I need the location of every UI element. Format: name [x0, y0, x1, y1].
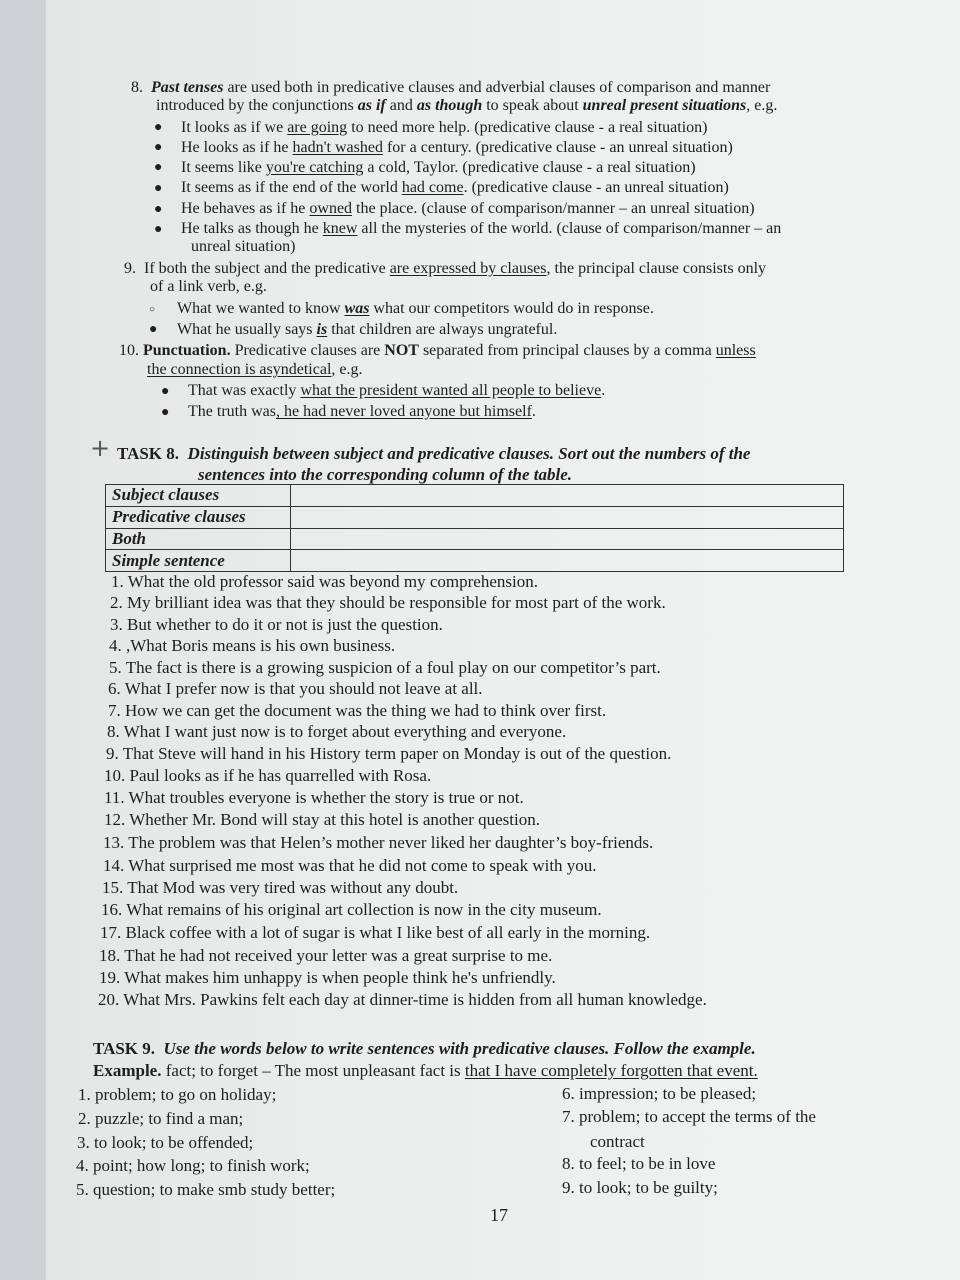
- word-prompt-item: 7. problem; to accept the terms of the: [562, 1107, 816, 1126]
- bullet-icon: ●: [154, 120, 163, 135]
- sentence-list-item: 1. What the old professor said was beyond my comprehension.: [111, 572, 538, 591]
- word-prompt-item: 1. problem; to go on holiday;: [78, 1085, 277, 1104]
- bullet-icon: ●: [154, 202, 163, 217]
- rule-8-example-continued: unreal situation): [191, 238, 296, 255]
- answer-cell[interactable]: [291, 550, 844, 572]
- sentence-list-item: 20. What Mrs. Pawkins felt each day at dinner-time is hidden from all human knowledge.: [98, 990, 707, 1009]
- rule-8-line-2: introduced by the conjunctions as if and as though to speak about unreal present situations, e.g.: [156, 97, 778, 114]
- word-prompt-item: 8. to feel; to be in love: [562, 1154, 716, 1173]
- rule-10-example: That was exactly what the president wanted all people to believe.: [188, 382, 606, 399]
- task-9-example: Example. fact; to forget – The most unpleasant fact is that I have completely forgotten that event.: [93, 1061, 758, 1080]
- word-prompt-item: 6. impression; to be pleased;: [562, 1084, 757, 1103]
- answer-cell[interactable]: [291, 506, 844, 528]
- answer-cell[interactable]: [291, 528, 844, 550]
- rule-8-example: He behaves as if he owned the place. (clause of comparison/manner – an unreal situation): [181, 200, 755, 217]
- sentence-list-item: 8. What I want just now is to forget about everything and everyone.: [107, 722, 567, 741]
- rule-9-example: What we wanted to know was what our competitors would do in response.: [177, 300, 654, 317]
- sentence-list-item: 7. How we can get the document was the thing we had to think over first.: [108, 701, 607, 720]
- table-row-label: Both: [106, 528, 291, 550]
- sentence-list-item: 2. My brilliant idea was that they should be responsible for most part of the work.: [110, 593, 666, 612]
- word-prompt-item: 2. puzzle; to find a man;: [78, 1109, 244, 1128]
- table-row: [106, 506, 844, 528]
- rule-9-line-1: 9. If both the subject and the predicative are expressed by clauses, the principal clause consists only: [124, 260, 767, 277]
- rule-9-line-2: of a link verb, e.g.: [150, 278, 267, 295]
- word-prompt-item-continued: contract: [590, 1132, 645, 1151]
- task-9-heading: TASK 9. Use the words below to write sentences with predicative clauses. Follow the example.: [93, 1039, 756, 1058]
- rule-8-example: It seems as if the end of the world had come. (predicative clause - an unreal situation): [181, 179, 729, 196]
- word-prompt-item: 3. to look; to be offended;: [77, 1133, 254, 1152]
- bullet-icon: ●: [161, 405, 170, 420]
- sentence-list-item: 13. The problem was that Helen’s mother never liked her daughter’s boy-friends.: [103, 833, 654, 852]
- table-row: [106, 485, 844, 507]
- sentence-list-item: 12. Whether Mr. Bond will stay at this hotel is another question.: [104, 810, 540, 829]
- word-prompt-item: 9. to look; to be guilty;: [562, 1178, 718, 1197]
- table-row: [106, 528, 844, 550]
- rule-10-line-1: 10. Punctuation. Predicative clauses are NOT separated from principal clauses by a comma unless: [119, 342, 756, 359]
- sentence-list-item: 16. What remains of his original art collection is now in the city museum.: [101, 900, 602, 919]
- bullet-icon: ●: [154, 181, 163, 196]
- bullet-icon: ○: [149, 304, 156, 315]
- bullet-icon: ●: [154, 160, 163, 175]
- sentence-list-item: 19. What makes him unhappy is when people think he's unfriendly.: [99, 968, 556, 987]
- table-row: [106, 550, 844, 572]
- rule-10-example: The truth was, he had never loved anyone but himself.: [188, 403, 536, 420]
- sentence-list-item: 18. That he had not received your letter was a great surprise to me.: [99, 946, 553, 965]
- rule-9-example: What he usually says is that children are always ungrateful.: [177, 321, 558, 338]
- answer-cell[interactable]: [291, 485, 844, 507]
- rule-8-example: He looks as if he hadn't washed for a century. (predicative clause - an unreal situation): [181, 139, 733, 156]
- sentence-list-item: 17. Black coffee with a lot of sugar is what I like best of all early in the morning.: [100, 923, 651, 942]
- sentence-list-item: 5. The fact is there is a growing suspicion of a foul play on our competitor’s part.: [109, 658, 661, 677]
- task-8-heading-continued: sentences into the corresponding column of the table.: [198, 465, 573, 484]
- bullet-icon: ●: [154, 222, 163, 237]
- sentence-list-item: 10. Paul looks as if he has quarrelled with Rosa.: [104, 766, 432, 785]
- sentence-list-item: 9. That Steve will hand in his History term paper on Monday is out of the question.: [106, 744, 672, 763]
- page-number: 17: [490, 1205, 508, 1225]
- sentence-list-item: 3. But whether to do it or not is just the question.: [110, 615, 443, 634]
- task-8-heading: TASK 8. Distinguish between subject and predicative clauses. Sort out the numbers of the: [117, 444, 751, 463]
- sentence-list-item: 15. That Mod was very tired was without any doubt.: [102, 878, 459, 897]
- word-prompt-item: 4. point; how long; to finish work;: [76, 1156, 310, 1175]
- table-row-label: Predicative clauses: [106, 506, 291, 528]
- sentence-list-item: 14. What surprised me most was that he did not come to speak with you.: [103, 856, 597, 875]
- bullet-icon: ●: [149, 322, 158, 337]
- bullet-icon: ●: [154, 140, 163, 155]
- classification-table: [105, 484, 844, 572]
- pencil-plus-mark-icon: +: [90, 434, 111, 462]
- sentence-list-item: 4. ,What Boris means is his own business.: [109, 636, 396, 655]
- word-prompt-item: 5. question; to make smb study better;: [76, 1180, 336, 1199]
- rule-8-example: He talks as though he knew all the mysteries of the world. (clause of comparison/manner – an: [181, 220, 782, 237]
- rule-8-example: It seems like you're catching a cold, Taylor. (predicative clause - a real situation): [181, 159, 696, 176]
- rule-10-line-2: the connection is asyndetical, e.g.: [147, 361, 363, 378]
- bullet-icon: ●: [161, 384, 170, 399]
- rule-8-example: It looks as if we are going to need more help. (predicative clause - a real situation): [181, 119, 708, 136]
- table-row-label: Simple sentence: [106, 550, 291, 572]
- sentence-list-item: 6. What I prefer now is that you should not leave at all.: [108, 679, 483, 698]
- rule-8-line-1: 8. Past tenses are used both in predicative clauses and adverbial clauses of comparison and manner: [131, 79, 771, 96]
- table-row-label: Subject clauses: [106, 485, 291, 507]
- sentence-list-item: 11. What troubles everyone is whether the story is true or not.: [104, 788, 524, 807]
